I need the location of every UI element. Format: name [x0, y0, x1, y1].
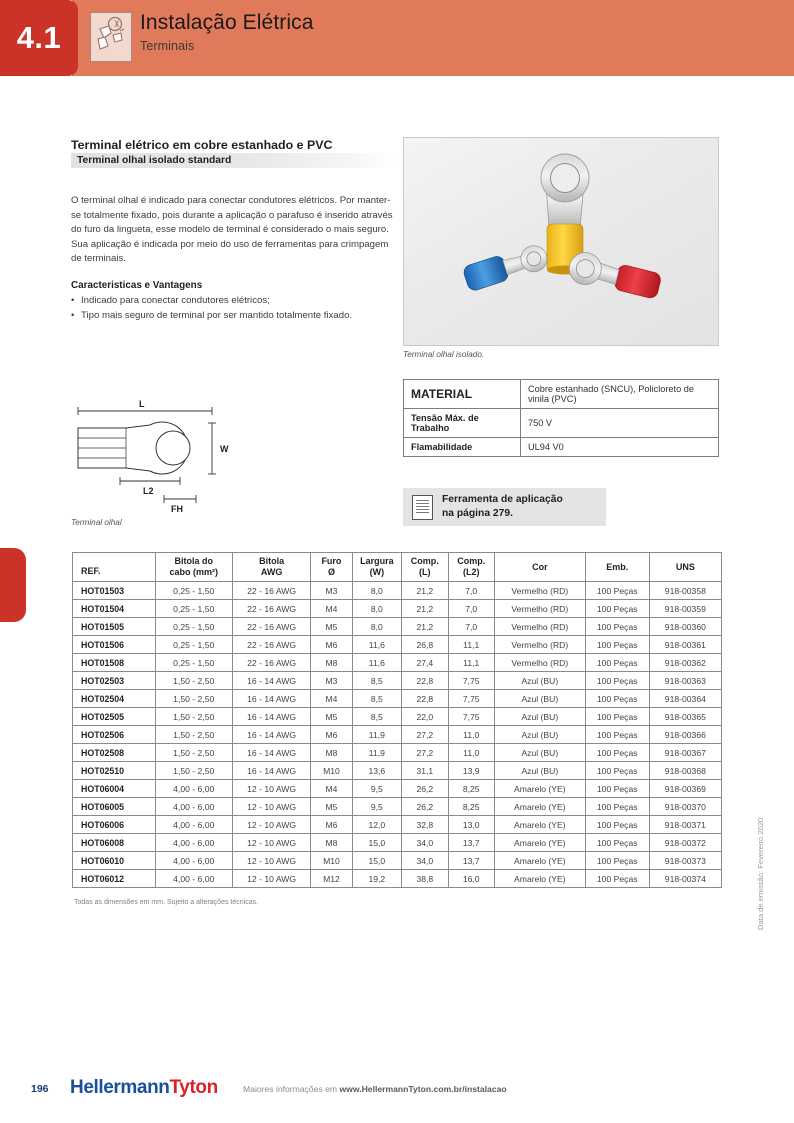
flammability-label: Flamabilidade: [404, 438, 521, 457]
column-header-ref: REF.: [73, 553, 156, 582]
cell-largura: 12,0: [352, 816, 402, 834]
cell-largura: 9,5: [352, 780, 402, 798]
table-row: [73, 798, 722, 816]
technical-drawing: [60, 395, 310, 515]
cell-emb: 100 Peças: [585, 726, 649, 744]
cell-comp-l: 31,1: [402, 762, 448, 780]
cell-emb: 100 Peças: [585, 618, 649, 636]
cell-bitola-cabo: 1,50 - 2,50: [155, 726, 232, 744]
cell-cor: Vermelho (RD): [494, 582, 585, 600]
page-subtitle: Terminais: [140, 39, 195, 53]
cell-comp-l: 21,2: [402, 618, 448, 636]
cell-comp-l: 34,0: [402, 852, 448, 870]
cell-cor: Vermelho (RD): [494, 654, 585, 672]
column-header-comp-l: Comp. (L): [402, 553, 448, 582]
cell-comp-l2: 11,0: [448, 744, 494, 762]
cell-cor: Amarelo (YE): [494, 816, 585, 834]
column-header-bitola-cabo: Bitola do cabo (mm²): [155, 553, 232, 582]
tool-reference-text: [442, 493, 563, 521]
cell-ref: HOT01504: [73, 600, 156, 618]
cell-ref: HOT01503: [73, 582, 156, 600]
cell-furo: M12: [311, 870, 352, 888]
cell-emb: 100 Peças: [585, 780, 649, 798]
cell-largura: 15,0: [352, 852, 402, 870]
cell-bitola-cabo: 1,50 - 2,50: [155, 690, 232, 708]
cell-comp-l: 27,4: [402, 654, 448, 672]
cell-emb: 100 Peças: [585, 708, 649, 726]
logo-tyton: Tyton: [169, 1077, 218, 1098]
cell-emb: 100 Peças: [585, 834, 649, 852]
svg-text:L2: L2: [143, 486, 154, 496]
cell-uns: 918-00361: [649, 636, 721, 654]
list-item: • Indicado para conectar condutores elétricos;: [71, 294, 401, 309]
cell-uns: 918-00367: [649, 744, 721, 762]
cell-ref: HOT06005: [73, 798, 156, 816]
list-item: • Tipo mais seguro de terminal por ser mantido totalmente fixado.: [71, 309, 401, 324]
cell-uns: 918-00359: [649, 600, 721, 618]
cell-comp-l: 22,8: [402, 690, 448, 708]
cell-largura: 13,6: [352, 762, 402, 780]
column-header-cor: Cor: [494, 553, 585, 582]
cell-bitola-cabo: 0,25 - 1,50: [155, 600, 232, 618]
tool-reference-callout[interactable]: [403, 488, 606, 526]
table-row: [73, 816, 722, 834]
page-header: [0, 0, 794, 76]
table-row: [73, 726, 722, 744]
cell-comp-l: 27,2: [402, 744, 448, 762]
column-header-emb: Emb.: [585, 553, 649, 582]
chapter-number-block: [0, 0, 78, 76]
footer-url[interactable]: www.HellermannTyton.com.br/instalacao: [339, 1084, 507, 1094]
cell-furo: M10: [311, 852, 352, 870]
cell-comp-l2: 11,0: [448, 726, 494, 744]
cell-uns: 918-00371: [649, 816, 721, 834]
cell-cor: Vermelho (RD): [494, 618, 585, 636]
cell-emb: 100 Peças: [585, 672, 649, 690]
cell-uns: 918-00373: [649, 852, 721, 870]
cell-comp-l2: 7,75: [448, 690, 494, 708]
table-row: [73, 600, 722, 618]
section-heading: Terminal elétrico em cobre estanhado e PVC: [71, 138, 333, 152]
cell-emb: 100 Peças: [585, 798, 649, 816]
cell-largura: 11,9: [352, 726, 402, 744]
table-row: [404, 438, 719, 457]
cell-ref: HOT06012: [73, 870, 156, 888]
table-header: [73, 553, 722, 582]
cell-bitola-awg: 12 - 10 AWG: [232, 852, 310, 870]
cell-ref: HOT02510: [73, 762, 156, 780]
cell-ref: HOT02506: [73, 726, 156, 744]
cell-uns: 918-00366: [649, 726, 721, 744]
cell-largura: 8,5: [352, 690, 402, 708]
column-header-largura: Largura (W): [352, 553, 402, 582]
cell-emb: 100 Peças: [585, 762, 649, 780]
cell-cor: Amarelo (YE): [494, 780, 585, 798]
cell-furo: M3: [311, 672, 352, 690]
table-row: [73, 672, 722, 690]
cell-ref: HOT06008: [73, 834, 156, 852]
cell-largura: 8,0: [352, 582, 402, 600]
svg-text:FH: FH: [171, 504, 183, 514]
product-type-label: Terminal olhal isolado standard: [77, 155, 232, 166]
cell-uns: 918-00362: [649, 654, 721, 672]
cell-ref: HOT02508: [73, 744, 156, 762]
cell-bitola-cabo: 4,00 - 6,00: [155, 816, 232, 834]
footer-info: [243, 1084, 507, 1094]
brand-logo: [70, 1077, 218, 1099]
cell-bitola-cabo: 0,25 - 1,50: [155, 582, 232, 600]
cell-furo: M6: [311, 816, 352, 834]
cell-emb: 100 Peças: [585, 816, 649, 834]
cell-largura: 8,0: [352, 618, 402, 636]
cell-ref: HOT02503: [73, 672, 156, 690]
cell-bitola-awg: 16 - 14 AWG: [232, 726, 310, 744]
product-description: O terminal olhal é indicado para conectar condutores elétricos. Por manter-se totalmente fixado, pois durante a aplicação o parafuso é inserido através do furo da lingueta, esse modelo de terminal é considerado o mais seguro. Sua aplicação é indicada por meio do uso de ferramentas para crimpagem de terminais.: [71, 195, 393, 265]
cell-emb: 100 Peças: [585, 744, 649, 762]
material-label: MATERIAL: [404, 380, 521, 409]
cell-emb: 100 Peças: [585, 654, 649, 672]
cell-largura: 15,0: [352, 834, 402, 852]
cell-largura: 8,5: [352, 672, 402, 690]
material-value: Cobre estanhado (SNCU), Policloreto de vinila (PVC): [521, 380, 719, 409]
table-header-row: [73, 553, 722, 582]
cell-comp-l: 27,2: [402, 726, 448, 744]
cell-comp-l2: 7,0: [448, 618, 494, 636]
cell-furo: M3: [311, 582, 352, 600]
cell-furo: M6: [311, 636, 352, 654]
product-specs-table: [72, 552, 722, 888]
cell-bitola-awg: 16 - 14 AWG: [232, 672, 310, 690]
cell-uns: 918-00365: [649, 708, 721, 726]
cell-uns: 918-00360: [649, 618, 721, 636]
cell-uns: 918-00368: [649, 762, 721, 780]
table-row: [73, 780, 722, 798]
table-body: [73, 582, 722, 888]
cell-ref: HOT06010: [73, 852, 156, 870]
cell-comp-l2: 13,9: [448, 762, 494, 780]
table-row: [73, 834, 722, 852]
cell-uns: 918-00364: [649, 690, 721, 708]
table-row: [73, 618, 722, 636]
table-row: [404, 380, 719, 409]
tool-reference-line2: na página 279.: [442, 508, 513, 519]
cell-comp-l2: 8,25: [448, 798, 494, 816]
cell-cor: Amarelo (YE): [494, 870, 585, 888]
flammability-value: UL94 V0: [521, 438, 719, 457]
cell-bitola-cabo: 4,00 - 6,00: [155, 852, 232, 870]
cell-bitola-cabo: 1,50 - 2,50: [155, 762, 232, 780]
chapter-number: 4.1: [16, 20, 62, 55]
svg-text:W: W: [220, 444, 229, 454]
cell-furo: M4: [311, 690, 352, 708]
table-row: [73, 762, 722, 780]
cell-cor: Azul (BU): [494, 762, 585, 780]
cell-comp-l2: 7,0: [448, 600, 494, 618]
cell-comp-l: 26,8: [402, 636, 448, 654]
cell-uns: 918-00372: [649, 834, 721, 852]
cell-bitola-awg: 22 - 16 AWG: [232, 618, 310, 636]
cell-bitola-cabo: 1,50 - 2,50: [155, 744, 232, 762]
voltage-label: Tensão Máx. de Trabalho: [404, 409, 521, 438]
table-row: [73, 870, 722, 888]
column-header-bitola-awg: Bitola AWG: [232, 553, 310, 582]
cell-emb: 100 Peças: [585, 690, 649, 708]
terminal-connectors-icon: [90, 12, 132, 62]
column-header-comp-l2: Comp. (L2): [448, 553, 494, 582]
cell-largura: 9,5: [352, 798, 402, 816]
cell-comp-l2: 11,1: [448, 654, 494, 672]
cell-cor: Azul (BU): [494, 744, 585, 762]
cell-comp-l2: 7,75: [448, 672, 494, 690]
cell-comp-l2: 13,0: [448, 816, 494, 834]
cell-largura: 8,0: [352, 600, 402, 618]
table-row: [73, 708, 722, 726]
table-row: [73, 744, 722, 762]
cell-furo: M8: [311, 654, 352, 672]
cell-cor: Azul (BU): [494, 672, 585, 690]
column-header-furo: Furo Ø: [311, 553, 352, 582]
cell-largura: 8,5: [352, 708, 402, 726]
table-row: [73, 852, 722, 870]
cell-ref: HOT06004: [73, 780, 156, 798]
drawing-caption: Terminal olhal: [71, 518, 122, 527]
cell-bitola-awg: 22 - 16 AWG: [232, 636, 310, 654]
cell-ref: HOT01508: [73, 654, 156, 672]
cell-furo: M5: [311, 798, 352, 816]
logo-hellermann: Hellermann: [70, 1077, 170, 1098]
cell-bitola-awg: 22 - 16 AWG: [232, 582, 310, 600]
section-side-tab: [0, 548, 26, 622]
cell-bitola-awg: 12 - 10 AWG: [232, 870, 310, 888]
table-row: [73, 654, 722, 672]
cell-comp-l: 38,8: [402, 870, 448, 888]
product-type-bar: [71, 153, 397, 168]
cell-comp-l: 22,8: [402, 672, 448, 690]
cell-cor: Vermelho (RD): [494, 600, 585, 618]
features-heading: Caracteristicas e Vantagens: [71, 280, 203, 291]
cell-largura: 19,2: [352, 870, 402, 888]
footer-info-prefix: Maiores informações em: [243, 1084, 340, 1094]
cell-comp-l: 32,8: [402, 816, 448, 834]
voltage-value: 750 V: [521, 409, 719, 438]
features-list: [71, 294, 401, 323]
issue-date-note: Data de emissão: Fevereiro 2020: [756, 817, 765, 930]
cell-bitola-cabo: 4,00 - 6,00: [155, 834, 232, 852]
document-page-icon: [412, 495, 433, 520]
page-number: 196: [31, 1083, 49, 1095]
cell-furo: M10: [311, 762, 352, 780]
cell-ref: HOT06006: [73, 816, 156, 834]
cell-bitola-cabo: 4,00 - 6,00: [155, 798, 232, 816]
cell-comp-l: 21,2: [402, 600, 448, 618]
cell-comp-l2: 8,25: [448, 780, 494, 798]
cell-emb: 100 Peças: [585, 582, 649, 600]
cell-uns: 918-00369: [649, 780, 721, 798]
cell-comp-l: 21,2: [402, 582, 448, 600]
cell-emb: 100 Peças: [585, 852, 649, 870]
svg-text:L: L: [139, 399, 145, 409]
cell-bitola-awg: 12 - 10 AWG: [232, 780, 310, 798]
product-photo: [403, 137, 719, 346]
header-text-group: [140, 10, 314, 53]
cell-uns: 918-00374: [649, 870, 721, 888]
cell-comp-l: 26,2: [402, 798, 448, 816]
cell-ref: HOT02504: [73, 690, 156, 708]
cell-comp-l2: 16,0: [448, 870, 494, 888]
cell-bitola-cabo: 0,25 - 1,50: [155, 654, 232, 672]
material-specs-table: [403, 379, 719, 457]
cell-ref: HOT01505: [73, 618, 156, 636]
cell-bitola-cabo: 0,25 - 1,50: [155, 636, 232, 654]
table-row: [404, 409, 719, 438]
cell-bitola-cabo: 1,50 - 2,50: [155, 708, 232, 726]
cell-comp-l2: 13,7: [448, 852, 494, 870]
cell-bitola-cabo: 4,00 - 6,00: [155, 870, 232, 888]
photo-caption: Terminal olhal isolado.: [403, 350, 485, 359]
cell-bitola-awg: 16 - 14 AWG: [232, 744, 310, 762]
cell-largura: 11,9: [352, 744, 402, 762]
cell-bitola-awg: 22 - 16 AWG: [232, 600, 310, 618]
cell-comp-l2: 13,7: [448, 834, 494, 852]
cell-uns: 918-00363: [649, 672, 721, 690]
cell-bitola-cabo: 4,00 - 6,00: [155, 780, 232, 798]
tool-reference-line1: Ferramenta de aplicação: [442, 494, 563, 505]
cell-furo: M6: [311, 726, 352, 744]
cell-furo: M4: [311, 600, 352, 618]
cell-bitola-awg: 16 - 14 AWG: [232, 690, 310, 708]
cell-emb: 100 Peças: [585, 870, 649, 888]
cell-furo: M4: [311, 780, 352, 798]
cell-largura: 11,6: [352, 636, 402, 654]
table-row: [73, 690, 722, 708]
table-row: [73, 636, 722, 654]
cell-cor: Amarelo (YE): [494, 834, 585, 852]
cell-emb: 100 Peças: [585, 600, 649, 618]
cell-furo: M5: [311, 618, 352, 636]
cell-uns: 918-00358: [649, 582, 721, 600]
cell-comp-l2: 11,1: [448, 636, 494, 654]
cell-bitola-awg: 22 - 16 AWG: [232, 654, 310, 672]
cell-comp-l2: 7,0: [448, 582, 494, 600]
cell-comp-l2: 7,75: [448, 708, 494, 726]
cell-ref: HOT02505: [73, 708, 156, 726]
cell-cor: Azul (BU): [494, 726, 585, 744]
cell-furo: M8: [311, 744, 352, 762]
cell-bitola-awg: 12 - 10 AWG: [232, 816, 310, 834]
cell-bitola-cabo: 0,25 - 1,50: [155, 618, 232, 636]
cell-comp-l: 34,0: [402, 834, 448, 852]
cell-comp-l: 22,0: [402, 708, 448, 726]
table-footnote: Todas as dimensões em mm. Sujeito a alterações técnicas.: [74, 899, 259, 906]
page-footer: [0, 1075, 794, 1105]
cell-largura: 11,6: [352, 654, 402, 672]
cell-cor: Azul (BU): [494, 708, 585, 726]
cell-bitola-awg: 16 - 14 AWG: [232, 762, 310, 780]
cell-ref: HOT01506: [73, 636, 156, 654]
cell-bitola-awg: 16 - 14 AWG: [232, 708, 310, 726]
cell-cor: Azul (BU): [494, 690, 585, 708]
cell-cor: Amarelo (YE): [494, 852, 585, 870]
cell-furo: M8: [311, 834, 352, 852]
cell-bitola-cabo: 1,50 - 2,50: [155, 672, 232, 690]
cell-uns: 918-00370: [649, 798, 721, 816]
cell-bitola-awg: 12 - 10 AWG: [232, 798, 310, 816]
cell-bitola-awg: 12 - 10 AWG: [232, 834, 310, 852]
cell-furo: M5: [311, 708, 352, 726]
column-header-uns: UNS: [649, 553, 721, 582]
cell-comp-l: 26,2: [402, 780, 448, 798]
table-row: [73, 582, 722, 600]
cell-cor: Vermelho (RD): [494, 636, 585, 654]
cell-cor: Amarelo (YE): [494, 798, 585, 816]
page-title: Instalação Elétrica: [140, 11, 314, 34]
cell-emb: 100 Peças: [585, 636, 649, 654]
